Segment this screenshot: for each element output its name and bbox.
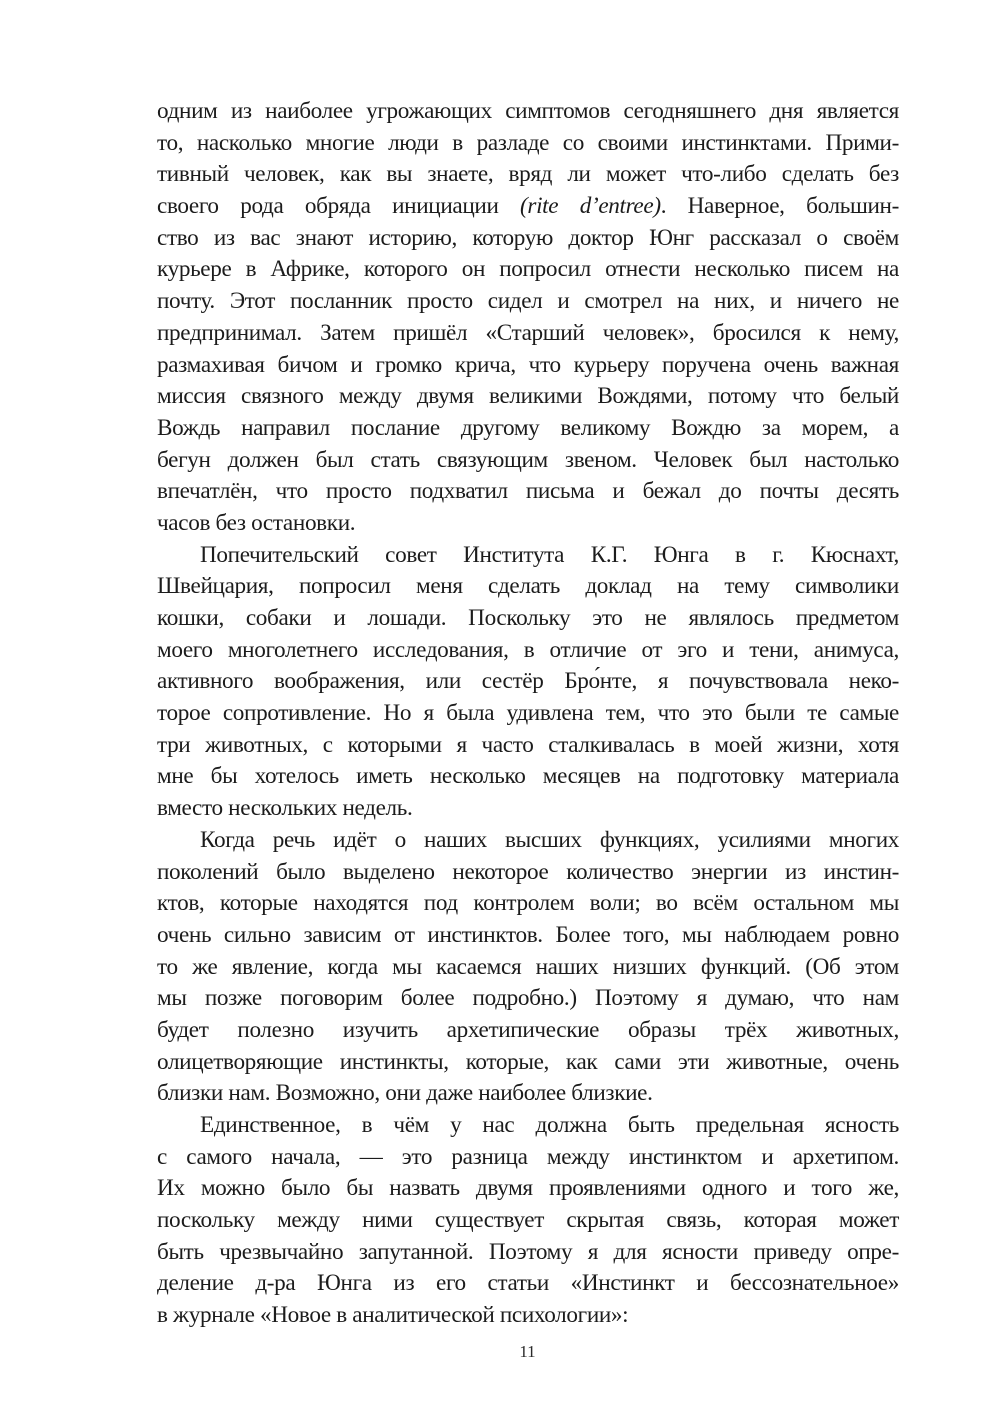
text-line: Вождь направил послание другому великому Вождю за морем, а (157, 414, 899, 441)
page-number: 11 (519, 1342, 536, 1361)
text-line: ктов, которые находятся под контролем воли; во всём остальном мы (157, 890, 899, 917)
text-line: предпринимал. Затем пришёл «Старший человек», бросился к нему, (157, 319, 899, 346)
text-line: то, насколько многие люди в разладе со своими инстинктами. Прими- (157, 129, 899, 156)
text-line: впечатлён, что просто подхватил письма и бежал до почты десять (157, 478, 899, 505)
text-line: миссия связного между двумя великими Вождями, потому что белый (157, 383, 899, 410)
text-line: почту. Этот посланник просто сидел и смотрел на них, и ничего не (157, 288, 899, 315)
text-line: моего многолетнего исследования, в отличие от эго и тени, анимуса, (157, 636, 899, 663)
text-line: с самого начала, — это разница между инстинктом и архетипом. (157, 1143, 899, 1170)
text-line: тивный человек, как вы знаете, вряд ли может что-либо сделать без (157, 161, 899, 188)
text-line: Швейцария, попросил меня сделать доклад на тему символики (157, 573, 899, 600)
paragraph-2 (157, 540, 899, 825)
paragraph-3 (157, 825, 899, 1110)
text-line (157, 191, 899, 223)
text-line: олицетворяющие инстинкты, которые, как сами эти животные, очень (157, 1048, 899, 1075)
text-run: . Наверное, большин- (660, 193, 899, 220)
text-line: ство из вас знают историю, которую доктор Юнг рассказал о своём (157, 224, 899, 251)
text-line: мне бы хотелось иметь несколько месяцев на подготовку материала (157, 763, 899, 790)
text-line: три животных, с которыми я часто сталкивалась в моей жизни, хотя (157, 731, 899, 758)
italic-phrase: (rite d’entree) (520, 193, 661, 220)
text-line: размахивая бичом и громко крича, что курьеру поручена очень важная (157, 351, 899, 378)
body-text (157, 96, 899, 1332)
text-line: в журнале «Новое в аналитической психологии»: (157, 1302, 629, 1329)
text-run: своего рода обряда инициации (157, 193, 521, 220)
text-line: вместо нескольких недель. (157, 795, 413, 822)
text-line: деление д-ра Юнга из его статьи «Инстинкт и бессознательное» (157, 1270, 899, 1297)
text-line: активного воображения, или сестёр Бро́нте, я почувствовала неко- (157, 668, 899, 695)
paragraph-4 (157, 1110, 899, 1332)
text-line: поскольку между ними существует скрытая связь, которая может (157, 1207, 899, 1234)
text-line: бегун должен был стать связующим звеном. Человек был настолько (157, 446, 899, 473)
text-line: одним из наиболее угрожающих симптомов сегодняшнего дня является (157, 98, 899, 124)
text-line: Попечительский совет Института К.Г. Юнга в г. Кюснахт, (200, 541, 899, 568)
text-line: торое сопротивление. Но я была удивлена тем, что это были те самые (157, 700, 899, 727)
text-line: то же явление, когда мы касаемся наших низших функций. (Об этом (157, 953, 899, 980)
text-line: мы позже поговорим более подробно.) Поэтому я думаю, что нам (157, 985, 899, 1012)
text-line: кошки, собаки и лошади. Поскольку это не являлось предметом (157, 605, 899, 631)
paragraph-1 (157, 96, 899, 540)
text-line: будет полезно изучить архетипические образы трёх животных, (157, 1016, 899, 1043)
text-line: поколений было выделено некоторое количество энергии из инстин- (157, 858, 899, 885)
text-line: близки нам. Возможно, они даже наиболее близкие. (157, 1080, 653, 1107)
text-line: часов без остановки. (157, 509, 356, 536)
text-line: курьере в Африке, которого он попросил отнести несколько писем на (157, 256, 899, 283)
text-line: Единственное, в чём у нас должна быть предельная ясность (200, 1112, 899, 1138)
text-line: быть чрезвычайно запутанной. Поэтому я для ясности приведу опре- (157, 1238, 899, 1265)
text-line: очень сильно зависим от инстинктов. Более того, мы наблюдаем ровно (157, 921, 899, 948)
text-line: Их можно было бы назвать двумя проявлениями одного и того же, (157, 1175, 899, 1202)
text-line: Когда речь идёт о наших высших функциях, усилиями многих (200, 826, 899, 853)
